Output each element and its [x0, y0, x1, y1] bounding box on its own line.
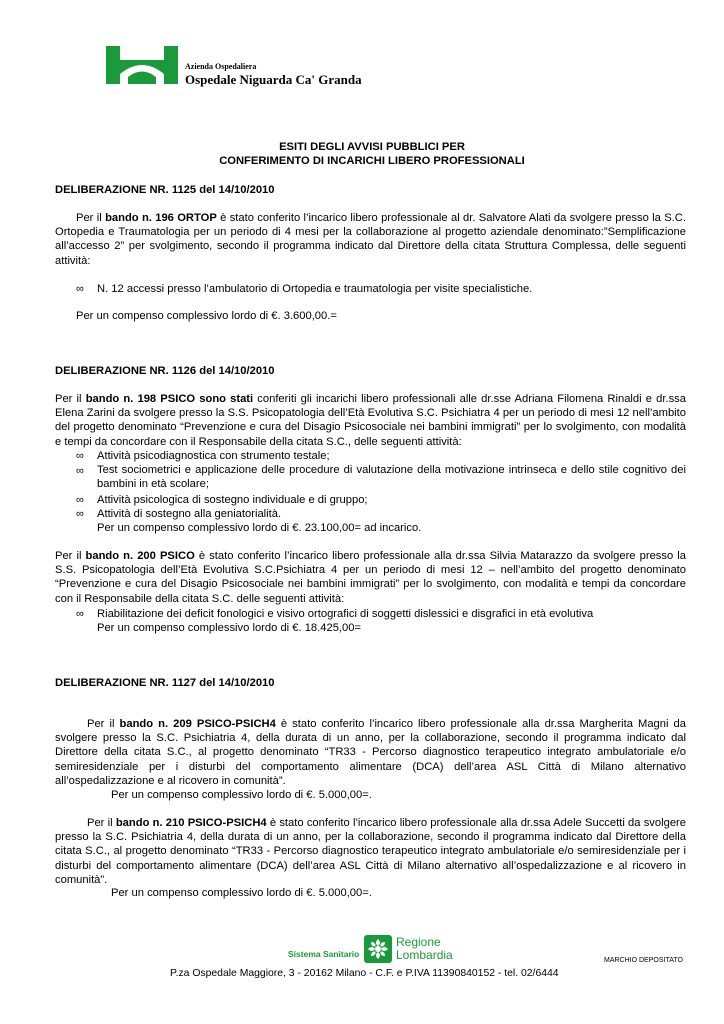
list-item: Attività di sostegno alla geniatorialità.: [97, 508, 282, 520]
bullet-icon: ∞: [76, 465, 84, 477]
sistema-sanitario-text: Sistema Sanitario: [288, 949, 360, 959]
header-org: Azienda Ospedaliera: [185, 62, 257, 71]
compenso-text: Per un compenso complessivo lordo di €. 5.000,00=.: [111, 887, 372, 899]
compenso-text: Per un compenso complessivo lordo di €. 5.000,00=.: [111, 789, 372, 801]
section-heading: DELIBERAZIONE NR. 1125 del 14/10/2010: [55, 184, 275, 196]
doc-title-line2: CONFERIMENTO DI INCARICHI LIBERO PROFESSIONALI: [219, 155, 525, 167]
paragraph: Per il bando n. 210 PSICO-PSICH4 è stato conferito l’incarico libero professionale alla dr.ssa Adele Succetti da svolgere presso la S.C. Psichiatria 4, della durata di un anno, per la collaborazione, secondo il programma indicato dal Direttore della citata S.C., al progetto denominato “TR33 - Percorso diagnostico terapeutico integrato ambulatoriale e/o semiresidenziale per i disturbi del comportamento alimentare (DCA) dell’area ASL Città di Milano alternativo all’ospedalizzazione e al ricovero in comunità”.: [55, 817, 686, 886]
list-item: N. 12 accessi presso l’ambulatorio di Ortopedia e traumatologia per visite specialistiche.: [97, 283, 533, 295]
regione-rose-icon: [364, 935, 392, 963]
bullet-icon: ∞: [76, 608, 84, 620]
section-heading: DELIBERAZIONE NR. 1127 del 14/10/2010: [55, 677, 275, 689]
footer-address: P.za Ospedale Maggiore, 3 - 20162 Milano - C.F. e P.IVA 11390840152 - tel. 02/6444: [170, 968, 559, 979]
marchio-depositato: MARCHIO DEPOSITATO: [604, 957, 683, 964]
bullet-icon: ∞: [76, 494, 84, 506]
list-item: Test sociometrici e applicazione delle procedure di valutazione della motivazione intrinseca e dello stile cognitivo dei bambini in età scolare;: [97, 464, 686, 491]
paragraph: Per il bando n. 198 PSICO sono stati conferiti gli incarichi libero professionali alle dr.sse Adriana Filomena Rinaldi e dr.ssa Elena Zarini da svolgere presso la S.S. Psicopatologia dell’Età Evolutiva S.C. Psichiatra 4 per un periodo di mesi 12 nell’ambito del progetto denominato “Prevenzione e cura del Disagio Psicosociale nei bambini immigrati” per lo svolgimento, con modalità e tempi da concordare con il Responsabile della citata S.C., delle seguenti attività:: [55, 393, 686, 448]
compenso-text: Per un compenso complessivo lordo di €. 18.425,00=: [97, 622, 361, 634]
bullet-icon: ∞: [76, 283, 84, 295]
regione-text: Regione: [396, 935, 441, 949]
compenso-text: Per un compenso complessivo lordo di €. 3.600,00.=: [76, 310, 337, 322]
list-item: Attività psicodiagnostica con strumento testale;: [97, 450, 330, 462]
bullet-icon: ∞: [76, 508, 84, 520]
list-item: Attività psicologica di sostegno individuale e di gruppo;: [97, 494, 368, 506]
hospital-logo-icon: [106, 46, 178, 84]
paragraph: Per il bando n. 196 ORTOP è stato conferito l’incarico libero professionale al dr. Salvatore Alati da svolgere presso la S.C. Ortopedia e Traumatologia per un periodo di 4 mesi per la collaborazione al progetto aziendale denominato:”Semplificazione all’accesso 2” per svolgimento, secondo il programma indicato dal Direttore della citata Struttura Complessa, delle seguenti attività:: [55, 212, 686, 267]
doc-title-line1: ESITI DEGLI AVVISI PUBBLICI PER: [279, 141, 465, 153]
bullet-icon: ∞: [76, 450, 84, 462]
paragraph: Per il bando n. 200 PSICO è stato conferito l’incarico libero professionale alla dr.ssa Silvia Matarazzo da svolgere presso la S.S. Psicopatologia dell’Età Evolutiva S.C.Psichiatra 4 per un periodo di mesi 12 – nell’ambito del progetto denominato “Prevenzione e cura del Disagio Psicosociale nei bambini immigrati” per lo svolgimento, con modalità e tempi da concordare con il Responsabile della citata S.C. delle seguenti attività:: [55, 550, 686, 605]
regione-lombardia-logo: [283, 934, 463, 964]
list-item: Riabilitazione dei deficit fonologici e visivo ortografici di soggetti dislessici e disgrafici in età evolutiva: [97, 608, 594, 620]
compenso-text: Per un compenso complessivo lordo di €. 23.100,00= ad incarico.: [97, 522, 422, 534]
lombardia-text: Lombardia: [396, 948, 453, 962]
section-heading: DELIBERAZIONE NR. 1126 del 14/10/2010: [55, 365, 275, 377]
header-hospital-name: Ospedale Niguarda Ca' Granda: [185, 72, 362, 87]
paragraph: Per il bando n. 209 PSICO-PSICH4 è stato conferito l’incarico libero professionale alla dr.ssa Margherita Magni da svolgere presso la S.C. Psichiatria 4, della durata di un anno, per la collaborazione, secondo il programma indicato dal Direttore della citata S.C., al progetto denominato “TR33 - Percorso diagnostico terapeutico integrato ambulatoriale e/o semiresidenziale per i disturbi del comportamento alimentare (DCA) dell’area ASL Città di Milano alternativo all’ospedalizzazione e al ricovero in comunità”.: [55, 718, 686, 787]
